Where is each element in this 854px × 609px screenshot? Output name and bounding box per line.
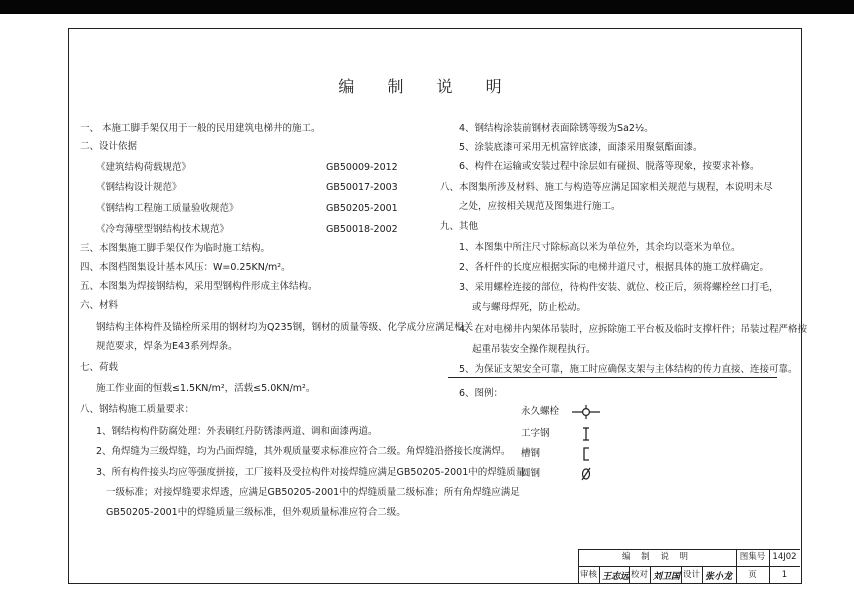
item-r9-5-underline bbox=[448, 377, 777, 378]
std-name-1: 《建筑结构荷载规范》 bbox=[96, 162, 192, 173]
review-label: 审核 bbox=[579, 570, 597, 580]
std-code-3: GB50205-2001 bbox=[326, 203, 398, 214]
drawing-frame bbox=[68, 28, 802, 584]
item-8-3-line-2: 一级标准；对接焊缝要求焊透，应满足GB50205-2001中的焊缝质量二级标准；所有角焊缝应满足 bbox=[106, 487, 520, 498]
top-bar bbox=[0, 0, 854, 14]
title-block-divider bbox=[702, 566, 703, 584]
round-bar-symbol-icon bbox=[570, 466, 602, 482]
item-r4: 4、钢结构涂装前钢材表面除锈等级为Sa2½。 bbox=[459, 123, 654, 134]
bolt-symbol-icon bbox=[570, 404, 602, 420]
legend-label-i-beam: 工字钢 bbox=[521, 428, 550, 439]
i-beam-symbol-icon bbox=[570, 426, 602, 442]
item-8-2: 2、角焊缝为三级焊缝，均为凸面焊缝，其外观质量要求标准应符合二级。角焊缝沿搭接长度满焊。 bbox=[96, 446, 511, 457]
item-r9-heading: 九、其他 bbox=[440, 221, 479, 232]
page-label: 页 bbox=[748, 570, 757, 580]
item-r9-3-line-1: 3、采用螺栓连接的部位，待构件安装、就位、校正后，须将螺栓丝口打毛， bbox=[459, 282, 779, 293]
check-signature: 刘卫国 bbox=[653, 572, 681, 582]
check-label: 校对 bbox=[630, 570, 648, 580]
item-3: 三、本图集施工脚手架仅作为临时施工结构。 bbox=[80, 243, 271, 254]
item-r8-line-1: 八、本图集所涉及材料、施工与构造等应满足国家相关规范与规程，本说明未尽 bbox=[440, 182, 773, 193]
item-r9-5: 5、为保证支架安全可靠，施工时应确保支架与主体结构的传力直接、连接可靠。 bbox=[459, 364, 798, 375]
item-8-1: 1、钢结构构件防腐处理：外表刷红丹防锈漆两道、调和面漆两道。 bbox=[96, 426, 378, 437]
std-code-1: GB50009-2012 bbox=[326, 162, 398, 173]
item-r9-1: 1、本图集中所注尺寸除标高以米为单位外，其余均以毫米为单位。 bbox=[459, 242, 741, 253]
item-7-text: 施工作业面的恒载≤1.5KN/m²，活载≤5.0KN/m²。 bbox=[96, 383, 316, 394]
item-8-3-line-3: GB50205-2001中的焊缝质量三级标准，但外观质量标准应符合二级。 bbox=[106, 507, 406, 518]
title-block-divider bbox=[599, 566, 600, 584]
item-5: 五、本图集为焊接钢结构，采用型钢构件形成主体结构。 bbox=[80, 281, 318, 292]
item-4: 四、本图档图集设计基本风压：W=0.25KN/m²。 bbox=[80, 262, 291, 273]
std-name-2: 《钢结构设计规范》 bbox=[96, 182, 182, 193]
std-name-4: 《冷弯薄壁型钢结构技术规范》 bbox=[96, 224, 230, 235]
std-code-2: GB50017-2003 bbox=[326, 182, 398, 193]
item-r9-2: 2、各杆件的长度应根据实际的电梯井道尺寸，根据具体的施工放样确定。 bbox=[459, 262, 770, 273]
design-label: 设计 bbox=[682, 570, 700, 580]
item-1: 一、 本施工脚手架仅用于一般的民用建筑电梯井的施工。 bbox=[80, 123, 321, 134]
page-number: 1 bbox=[781, 570, 788, 580]
item-r8-line-2: 之处，应按相关规范及图集进行施工。 bbox=[459, 201, 621, 212]
item-r9-4-line-1: 4、在对电梯井内架体吊装时，应拆除施工平台板及临时支撑杆件；吊装过程严格按 bbox=[459, 324, 808, 335]
item-r5: 5、涂装底漆可采用无机富锌底漆，面漆采用聚氨酯面漆。 bbox=[459, 142, 703, 153]
legend-label-round-bar: 圆钢 bbox=[521, 468, 541, 479]
item-6-text-2: 规范要求，焊条为E43系列焊条。 bbox=[96, 341, 238, 352]
legend-label-bolt: 永久螺栓 bbox=[521, 406, 560, 417]
legend-label-channel: 槽钢 bbox=[521, 448, 541, 459]
page-title: 编 制 说 明 bbox=[338, 77, 516, 96]
atlas-number: 14J02 bbox=[772, 552, 797, 562]
item-7-heading: 七、荷载 bbox=[80, 362, 119, 373]
item-2-heading: 二、设计依据 bbox=[80, 141, 138, 152]
atlas-label: 图集号 bbox=[739, 552, 766, 562]
item-r6: 6、构件在运输或安装过程中涂层如有碰损、脱落等现象，按要求补修。 bbox=[459, 161, 760, 172]
std-code-4: GB50018-2002 bbox=[326, 224, 398, 235]
item-8-3-line-1: 3、所有构件接头均应等强度拼接，工厂接料及受拉构件对接焊缝应满足GB50205-2001中的焊缝质量 bbox=[96, 467, 526, 478]
item-r9-6-heading: 6、图例： bbox=[459, 388, 504, 399]
channel-symbol-icon bbox=[570, 446, 602, 462]
item-r9-3-line-2: 或与螺母焊死，防止松动。 bbox=[472, 302, 587, 313]
item-r9-4-line-2: 起重吊装安全操作规程执行。 bbox=[472, 344, 596, 355]
design-signature: 张小龙 bbox=[705, 572, 733, 582]
item-8-heading: 八、钢结构施工质量要求： bbox=[80, 404, 195, 415]
review-signature: 王志远 bbox=[602, 572, 630, 582]
item-6-heading: 六、材料 bbox=[80, 300, 119, 311]
title-block-divider bbox=[650, 566, 651, 584]
std-name-3: 《钢结构工程施工质量验收规范》 bbox=[96, 203, 239, 214]
title-block-name: 编 制 说 明 bbox=[621, 552, 693, 562]
item-6-text-1: 钢结构主体构件及锚栓所采用的钢材均为Q235钢，钢材的质量等级、化学成分应满足相关 bbox=[96, 322, 474, 333]
